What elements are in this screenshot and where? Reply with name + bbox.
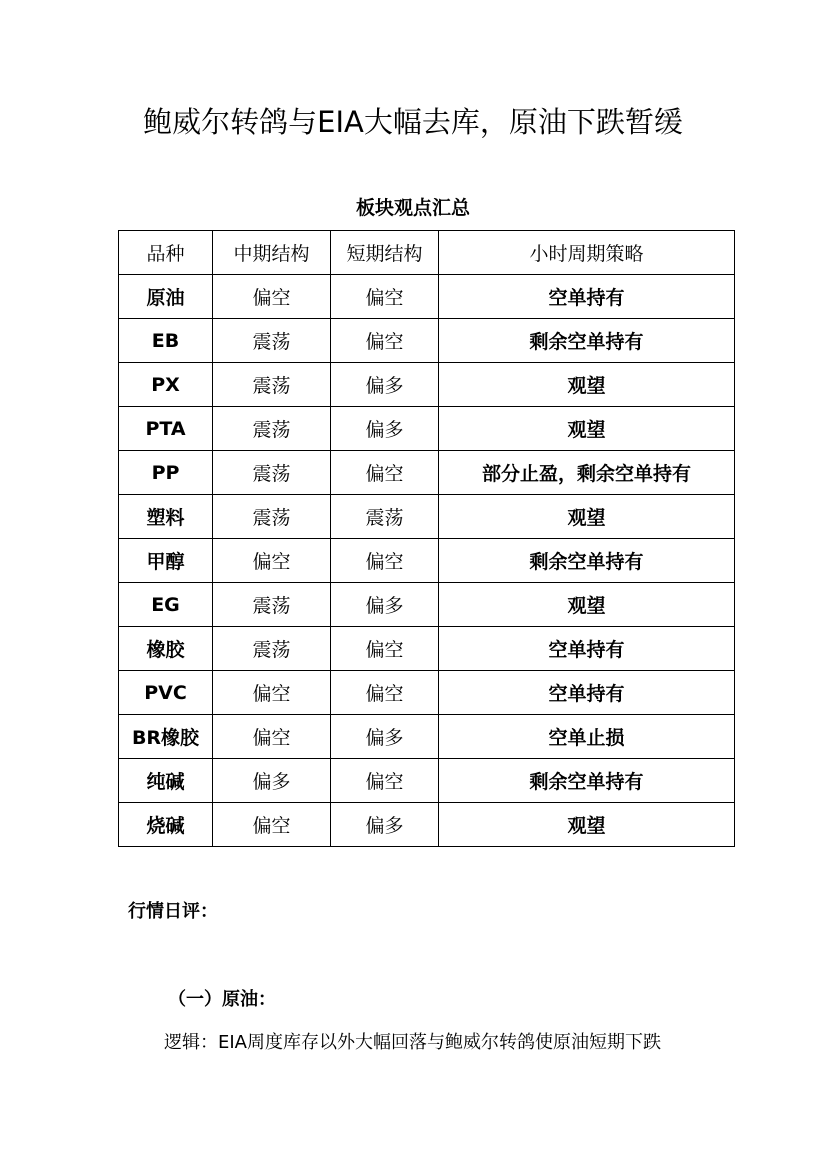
table-body <box>119 275 735 847</box>
table-row <box>119 671 735 715</box>
header-cell-hourly-strategy: 小时周期策略 <box>439 231 735 275</box>
variety-cell: 塑料 <box>119 495 213 539</box>
variety-cell: EG <box>119 583 213 627</box>
strategy-cell: 观望 <box>439 583 735 627</box>
strategy-cell: 部分止盈，剩余空单持有 <box>439 451 735 495</box>
variety-cell: PVC <box>119 671 213 715</box>
variety-cell: PX <box>119 363 213 407</box>
summary-table <box>118 230 735 847</box>
mid-term-cell: 偏空 <box>213 671 331 715</box>
variety-cell: 纯碱 <box>119 759 213 803</box>
short-term-cell: 偏多 <box>331 407 439 451</box>
short-term-cell: 偏空 <box>331 539 439 583</box>
variety-cell: PTA <box>119 407 213 451</box>
strategy-cell: 观望 <box>439 803 735 847</box>
page-title: 鲍威尔转鸽与EIA大幅去库，原油下跌暂缓 <box>143 105 683 139</box>
variety-cell: EB <box>119 319 213 363</box>
table-row <box>119 363 735 407</box>
mid-term-cell: 偏空 <box>213 539 331 583</box>
strategy-cell: 空单持有 <box>439 671 735 715</box>
short-term-cell: 偏空 <box>331 759 439 803</box>
table-title: 板块观点汇总 <box>355 197 470 219</box>
strategy-cell: 观望 <box>439 407 735 451</box>
mid-term-cell: 震荡 <box>213 451 331 495</box>
strategy-cell: 剩余空单持有 <box>439 539 735 583</box>
logic-line: 逻辑：EIA周度库存以外大幅回落与鲍威尔转鸽使原油短期下跌 <box>164 1032 661 1053</box>
variety-cell: 烧碱 <box>119 803 213 847</box>
variety-cell: BR橡胶 <box>119 715 213 759</box>
strategy-cell: 观望 <box>439 495 735 539</box>
table-row <box>119 539 735 583</box>
short-term-cell: 震荡 <box>331 495 439 539</box>
header-cell-variety: 品种 <box>119 231 213 275</box>
table-row <box>119 627 735 671</box>
short-term-cell: 偏多 <box>331 583 439 627</box>
mid-term-cell: 震荡 <box>213 495 331 539</box>
short-term-cell: 偏空 <box>331 451 439 495</box>
mid-term-cell: 偏空 <box>213 275 331 319</box>
sub-heading: （一）原油： <box>168 989 276 1010</box>
variety-cell: 橡胶 <box>119 627 213 671</box>
mid-term-cell: 震荡 <box>213 363 331 407</box>
section-label: 行情日评： <box>128 901 218 922</box>
variety-cell: 原油 <box>119 275 213 319</box>
strategy-cell: 剩余空单持有 <box>439 319 735 363</box>
mid-term-cell: 震荡 <box>213 319 331 363</box>
table-header-row <box>119 231 735 275</box>
mid-term-cell: 偏空 <box>213 803 331 847</box>
header-cell-mid-term: 中期结构 <box>213 231 331 275</box>
short-term-cell: 偏空 <box>331 319 439 363</box>
strategy-cell: 空单止损 <box>439 715 735 759</box>
table-row <box>119 275 735 319</box>
short-term-cell: 偏空 <box>331 275 439 319</box>
mid-term-cell: 偏空 <box>213 715 331 759</box>
mid-term-cell: 偏多 <box>213 759 331 803</box>
short-term-cell: 偏空 <box>331 627 439 671</box>
strategy-cell: 空单持有 <box>439 275 735 319</box>
table-row <box>119 451 735 495</box>
variety-cell: 甲醇 <box>119 539 213 583</box>
short-term-cell: 偏多 <box>331 363 439 407</box>
short-term-cell: 偏空 <box>331 671 439 715</box>
table-row <box>119 319 735 363</box>
header-cell-short-term: 短期结构 <box>331 231 439 275</box>
strategy-cell: 剩余空单持有 <box>439 759 735 803</box>
table-row <box>119 715 735 759</box>
strategy-cell: 观望 <box>439 363 735 407</box>
variety-cell: PP <box>119 451 213 495</box>
table-row <box>119 759 735 803</box>
mid-term-cell: 震荡 <box>213 627 331 671</box>
strategy-cell: 空单持有 <box>439 627 735 671</box>
table-row <box>119 803 735 847</box>
table-row <box>119 495 735 539</box>
mid-term-cell: 震荡 <box>213 407 331 451</box>
table-row <box>119 407 735 451</box>
mid-term-cell: 震荡 <box>213 583 331 627</box>
short-term-cell: 偏多 <box>331 715 439 759</box>
table-row <box>119 583 735 627</box>
short-term-cell: 偏多 <box>331 803 439 847</box>
